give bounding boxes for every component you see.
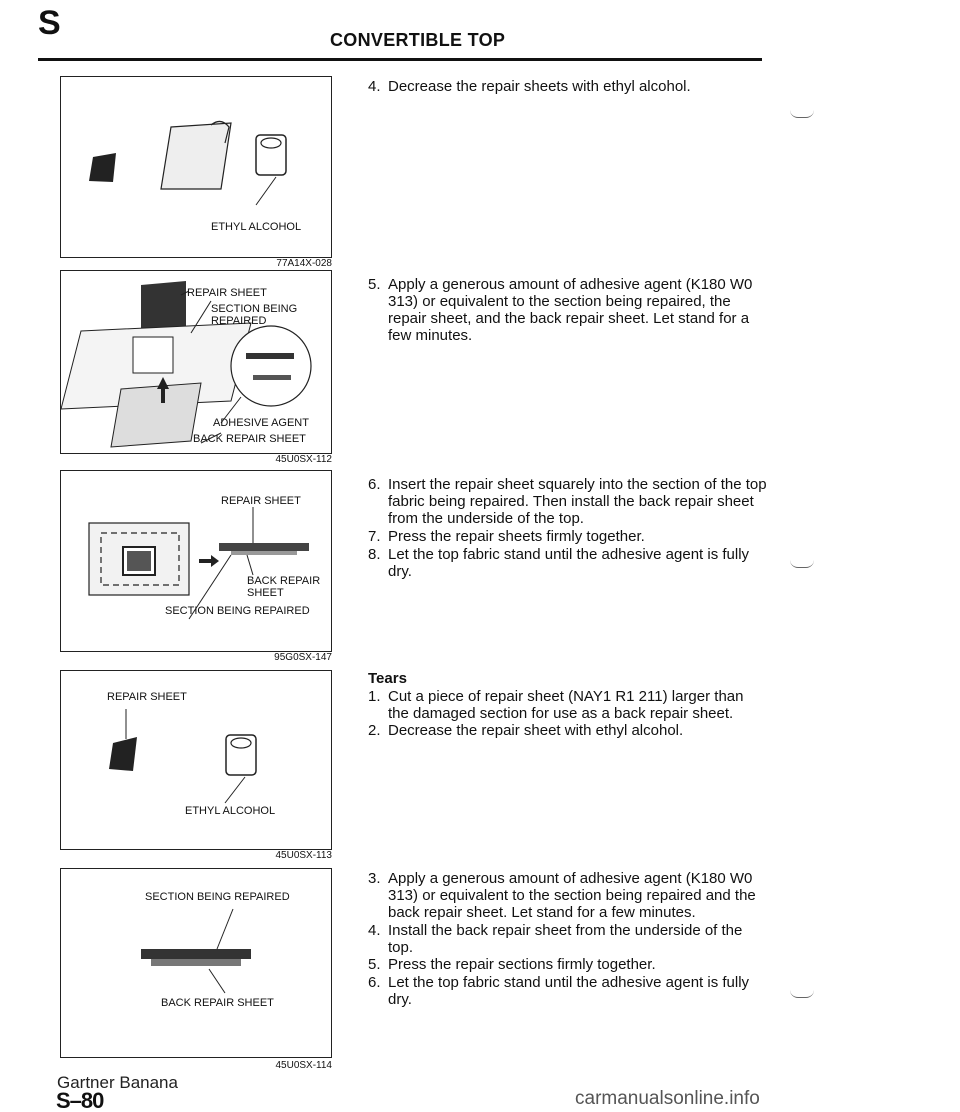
label-section-being-repaired: SECTION BEING REPAIRED — [145, 891, 290, 903]
footer-author: Gartner Banana — [57, 1073, 178, 1092]
figure-code: 77A14X-028 — [276, 258, 332, 269]
step-item: 3. Apply a generous amount of adhesive agent (K180 W0 313) or equivalent to the section being repaired and the back repair sheet. Let stand for a few minutes. — [368, 870, 756, 921]
label-ethyl-alcohol: ETHYL ALCOHOL — [185, 805, 276, 817]
step-item: 5. Press the repair sections firmly together. — [368, 956, 656, 973]
margin-mark — [790, 110, 814, 118]
figure-apply-adhesive — [60, 270, 332, 454]
figure-code: 45U0SX-113 — [275, 850, 332, 861]
label-section-being-repaired: SECTION BEING REPAIRED — [211, 303, 298, 327]
figure-insert-sheet — [60, 470, 332, 652]
label-adhesive-agent: ADHESIVE AGENT — [213, 417, 309, 429]
label-ethyl-alcohol: ETHYL ALCOHOL — [211, 221, 302, 233]
step-item: 8. Let the top fabric stand until the adhesive agent is fully dry. — [368, 546, 750, 580]
page-title: CONVERTIBLE TOP — [330, 30, 506, 50]
label-repair-sheet: REPAIR SHEET — [221, 495, 301, 507]
label-back-repair-sheet: BACK REPAIR SHEET — [161, 997, 274, 1009]
step-item: 7. Press the repair sheets firmly together. — [368, 528, 645, 545]
figure-code: 45U0SX-112 — [275, 454, 332, 465]
label-section-being-repaired: SECTION BEING REPAIRED — [165, 605, 310, 617]
step-item: 6. Let the top fabric stand until the adhesive agent is fully dry. — [368, 974, 750, 1008]
label-repair-sheet: REPAIR SHEET — [107, 691, 187, 703]
watermark: carmanualsonline.info — [575, 1088, 760, 1109]
label-back-repair-sheet: BACK REPAIR SHEET — [193, 433, 306, 445]
header-divider — [38, 58, 762, 61]
figure-code: 45U0SX-114 — [275, 1060, 332, 1071]
label-back-repair-sheet: BACK REPAIR SHEET — [247, 575, 321, 599]
margin-mark — [790, 990, 814, 998]
figure-back-repair — [60, 868, 332, 1058]
step-item: 5. Apply a generous amount of adhesive agent (K180 W0 313) or equivalent to the section being repaired, the repair sheet, and the back repair sheet. Let stand for a few minutes. — [368, 276, 753, 344]
step-item: 6. Insert the repair sheet squarely into the section of the top fabric being repaired. Then install the back repair sheet from the underside of the top. — [368, 476, 767, 527]
page-number: S–80 — [56, 1088, 104, 1112]
step-item: 2. Decrease the repair sheet with ethyl alcohol. — [368, 722, 684, 739]
figure-code: 95G0SX-147 — [274, 652, 332, 663]
section-heading-tears: Tears — [368, 670, 407, 687]
figure-4-illustration — [61, 671, 333, 851]
step-item: 4. Decrease the repair sheets with ethyl alcohol. — [368, 78, 691, 95]
figure-degrease-sheet — [60, 670, 332, 850]
step-item: 4. Install the back repair sheet from the underside of the top. — [368, 922, 743, 956]
step-item: 1. Cut a piece of repair sheet (NAY1 R1 211) larger than the damaged section for use as a back repair sheet. — [368, 688, 744, 722]
margin-mark — [790, 560, 814, 568]
label-repair-sheet: REPAIR SHEET — [187, 287, 267, 299]
section-letter: S — [38, 4, 61, 42]
figure-ethyl-alcohol — [60, 76, 332, 258]
